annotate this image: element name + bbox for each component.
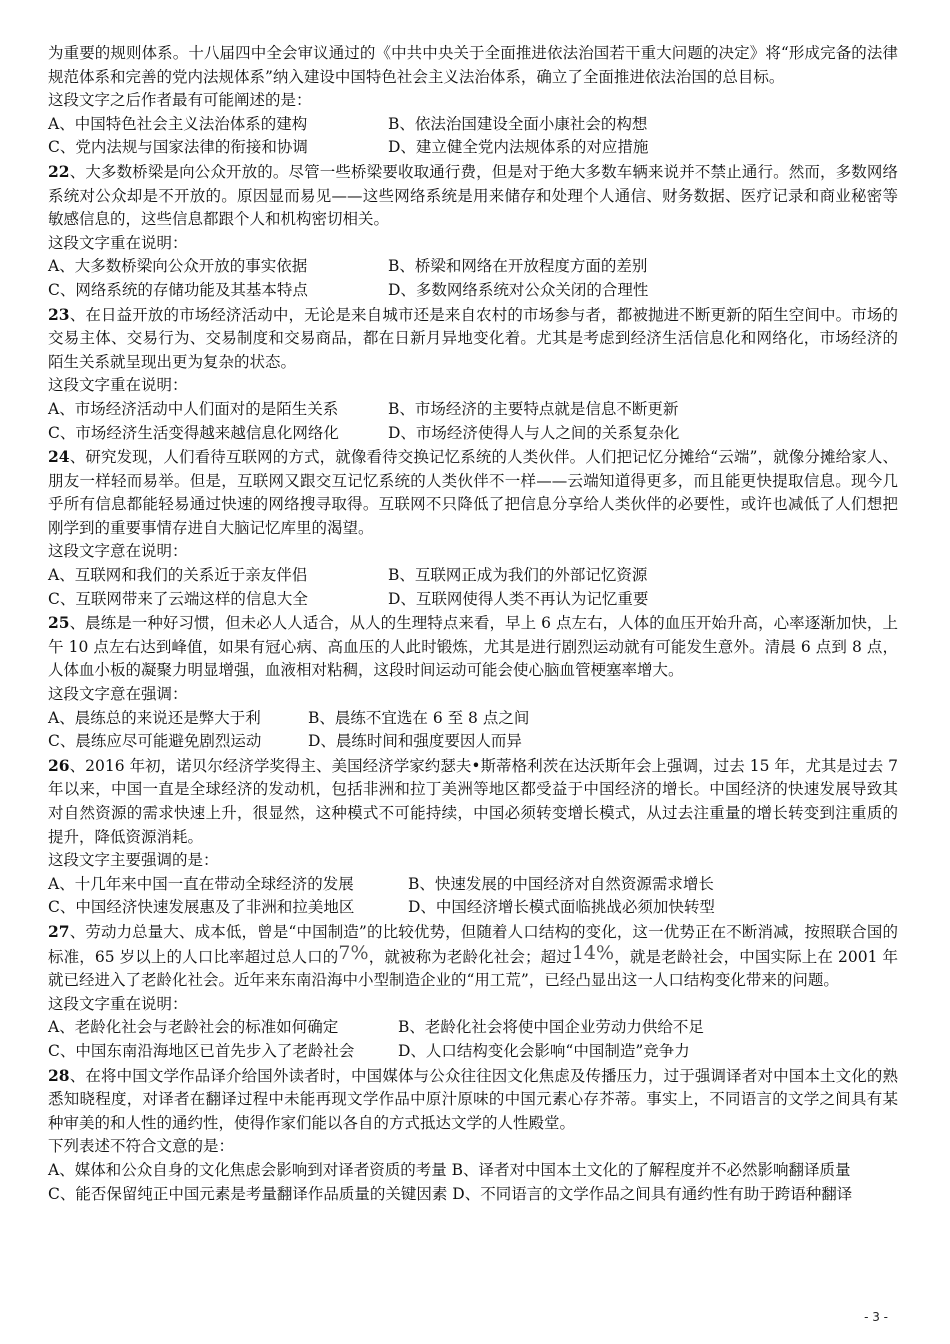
option-c[interactable]: C、中国经济快速发展惠及了非洲和拉美地区 — [48, 898, 355, 917]
intro-options-row-2 — [48, 136, 898, 160]
option-a[interactable]: A、老龄化社会与老龄社会的标准如何确定 — [48, 1018, 339, 1037]
question-24-stem: 这段文字意在说明： — [48, 542, 188, 561]
option-b[interactable]: B、桥梁和网络在开放程度方面的差别 — [388, 257, 648, 276]
question-25-options-row-2 — [48, 730, 898, 754]
option-a[interactable]: A、大多数桥梁向公众开放的事实依据 — [48, 257, 308, 276]
question-text: 、在日益开放的市场经济活动中，无论是来自城市还是来自农村的市场参与者，都被抛进不断更新的陌生空间中。市场的交易主体、交易行为、交易制度和交易商品，都在日新月异地变化着。尤其是考虑到经济生活信息化和网络化，市场经济的陌生关系就呈现出更为复杂的状态。 — [48, 305, 898, 371]
option-c[interactable]: C、晨练应尽可能避免剧烈运动 — [48, 732, 262, 751]
question-27-options-row-2 — [48, 1040, 898, 1064]
option-a[interactable]: A、中国特色社会主义法治体系的建构 — [48, 114, 308, 133]
question-27-options-row-1 — [48, 1016, 898, 1040]
question-22-options-row-2 — [48, 279, 898, 303]
question-22-options-row-1 — [48, 255, 898, 279]
option-c[interactable]: C、市场经济生活变得越来越信息化网络化 — [48, 423, 339, 442]
option-a[interactable]: A、晨练总的来说还是弊大于利 — [48, 708, 261, 727]
question-text: 、晨练是一种好习惯，但未必人人适合，从人的生理特点来看，早上 6 点左右，人体的血压开始升高，心率逐渐加快，上午 10 点左右达到峰值，如果有冠心病、高血压的人此时锻炼，尤其是进行剧烈运动就有可能发生意外。清晨 6 点到 8 点，人体血小板的凝聚力明显增强，血液相对粘稠，这段时间运动可能会使心脑血管梗塞率增大。 — [48, 614, 898, 680]
question-24-passage — [48, 445, 898, 540]
question-number: 26 — [48, 755, 70, 775]
question-23-options-row-2 — [48, 422, 898, 446]
question-23-options-row-1 — [48, 398, 898, 422]
option-d[interactable]: D、建立健全党内法规体系的对应措施 — [388, 138, 649, 157]
question-28-stem: 下列表述不符合文意的是： — [48, 1137, 235, 1156]
question-28-options-ab[interactable]: A、媒体和公众自身的文化焦虑会影响到对译者资质的考量 B、译者对中国本土文化的了解程度并不必然影响翻译质量 — [48, 1160, 851, 1179]
option-d[interactable]: D、人口结构变化会影响“中国制造”竞争力 — [398, 1041, 690, 1060]
option-d[interactable]: D、多数网络系统对公众关闭的合理性 — [388, 280, 649, 299]
intro-stem: 这段文字之后作者最有可能阐述的是： — [48, 91, 312, 110]
option-c[interactable]: C、网络系统的存储功能及其基本特点 — [48, 280, 308, 299]
question-text: 、研究发现，人们看待互联网的方式，就像看待交换记忆系统的人类伙伴。人们把记忆分摊给“云端”，就像分摊给家人、朋友一样轻而易举。但是，互联网又跟交互记忆系统的人类伙伴不一样——云端知道得更多，而且能更快提取信息。现今几乎所有信息都能轻易通过快速的网络搜寻取得。互联网不只降低了把信息分享给人类伙伴的必要性，或许也减低了人们想把刚学到的重要事情存进自大脑记忆库里的渴望。 — [48, 448, 898, 537]
question-text-part-3: ，就是老龄社会，中国实际上在 2001 年就已经进入了老龄化社会。近年来东南沿海中小型制造企业的“用工荒”，已经凸显出这一人口结构变化带来的问题。 — [48, 947, 898, 990]
option-a[interactable]: A、市场经济活动中人们面对的是陌生关系 — [48, 399, 339, 418]
question-number: 25 — [48, 613, 70, 633]
question-28-options-cd[interactable]: C、能否保留纯正中国元素是考量翻译作品质量的关键因素 D、不同语言的文学作品之间具有通约性有助于跨语种翻译 — [48, 1184, 853, 1203]
option-b[interactable]: B、快速发展的中国经济对自然资源需求增长 — [408, 874, 714, 893]
question-27-stem: 这段文字重在说明： — [48, 994, 188, 1013]
question-number: 22 — [48, 161, 70, 181]
option-c[interactable]: C、互联网带来了云端这样的信息大全 — [48, 589, 308, 608]
option-c[interactable]: C、党内法规与国家法律的衔接和协调 — [48, 138, 308, 157]
question-number: 27 — [48, 921, 70, 941]
percent-value: 7% — [338, 941, 369, 964]
question-24-options-row-2 — [48, 588, 898, 612]
question-number: 28 — [48, 1065, 70, 1085]
question-number: 24 — [48, 447, 70, 467]
question-22-stem: 这段文字重在说明： — [48, 233, 188, 252]
option-b[interactable]: B、市场经济的主要特点就是信息不断更新 — [388, 399, 679, 418]
question-26-stem: 这段文字主要强调的是： — [48, 851, 219, 870]
question-text: 、2016 年初，诺贝尔经济学奖得主、美国经济学家约瑟夫•斯蒂格利茨在达沃斯年会上强调，过去 15 年，尤其是过去 7 年以来，中国一直是全球经济的发动机，包括非洲和拉丁美洲等地区都受益于中国经济的增长。中国经济的快速发展导致其对自然资源的需求快速上升，很显然，这种模式不可能持续，中国必须转变增长模式，从过去注重量的增长转变到注重质的提升，降低资源消耗。 — [48, 756, 898, 846]
question-25-passage — [48, 611, 898, 683]
option-c[interactable]: C、中国东南沿海地区已首先步入了老龄社会 — [48, 1041, 355, 1060]
page-number: - 3 - — [864, 1310, 888, 1324]
question-23-stem: 这段文字重在说明： — [48, 376, 188, 395]
question-26-options-row-1 — [48, 873, 898, 897]
question-25-stem: 这段文字意在强调： — [48, 685, 188, 704]
intro-passage: 为重要的规则体系。十八届四中全会审议通过的《中共中央关于全面推进依法治国若干重大问题的决定》将“形成完备的法律规范体系和完善的党内法规体系”纳入建设中国特色社会主义法治体系，确立了全面推进依法治国的总目标。 — [48, 44, 898, 86]
question-number: 23 — [48, 304, 70, 324]
question-24-options-row-1 — [48, 564, 898, 588]
option-a[interactable]: A、十几年来中国一直在带动全球经济的发展 — [48, 874, 354, 893]
question-text-part-2: ，就被称为老龄化社会；超过 — [368, 947, 572, 966]
question-23-passage — [48, 303, 898, 375]
question-22-passage — [48, 160, 898, 232]
question-26-passage — [48, 754, 898, 849]
question-28-passage — [48, 1064, 898, 1136]
question-text: 、大多数桥梁是向公众开放的。尽管一些桥梁要收取通行费，但是对于绝大多数车辆来说并不禁止通行。然而，多数网络系统对公众却是不开放的。原因显而易见——这些网络系统是用来储存和处理个人通信、财务数据、医疗记录和商业秘密等敏感信息的，这些信息都跟个人和机构密切相关。 — [48, 162, 898, 229]
option-b[interactable]: B、晨练不宜选在 6 至 8 点之间 — [308, 708, 530, 727]
percent-value: 14% — [571, 941, 615, 964]
option-b[interactable]: B、依法治国建设全面小康社会的构想 — [388, 114, 648, 133]
option-d[interactable]: D、互联网使得人类不再认为记忆重要 — [388, 589, 649, 608]
question-text-part-1: 、劳动力总量大、成本低，曾是“中国制造”的比较优势，但随着人口结构的变化，这一优势正在不断消减，按照联合国的标准，65 岁以上的人口比率超过总人口的 — [48, 922, 898, 966]
option-b[interactable]: B、互联网正成为我们的外部记忆资源 — [388, 566, 648, 585]
option-a[interactable]: A、互联网和我们的关系近于亲友伴侣 — [48, 566, 308, 585]
option-d[interactable]: D、市场经济使得人与人之间的关系复杂化 — [388, 423, 680, 442]
question-text: 、在将中国文学作品译介给国外读者时，中国媒体与公众往往因文化焦虑及传播压力，过于强调译者对中国本土文化的熟悉知晓程度，对译者在翻译过程中未能再现文学作品中原汁原味的中国元素心存芥蒂。事实上，不同语言的文学之间具有某种审美的和人性的通约性，使得作家们能以各自的方式抵达文学的人性殿堂。 — [48, 1066, 898, 1132]
option-d[interactable]: D、中国经济增长模式面临挑战必须加快转型 — [408, 898, 715, 917]
option-b[interactable]: B、老龄化社会将使中国企业劳动力供给不足 — [398, 1018, 704, 1037]
document-page — [48, 42, 898, 1206]
intro-options-row-1 — [48, 113, 898, 137]
question-26-options-row-2 — [48, 896, 898, 920]
question-27-passage — [48, 920, 898, 993]
option-d[interactable]: D、晨练时间和强度要因人而异 — [308, 732, 522, 751]
question-25-options-row-1 — [48, 707, 898, 731]
